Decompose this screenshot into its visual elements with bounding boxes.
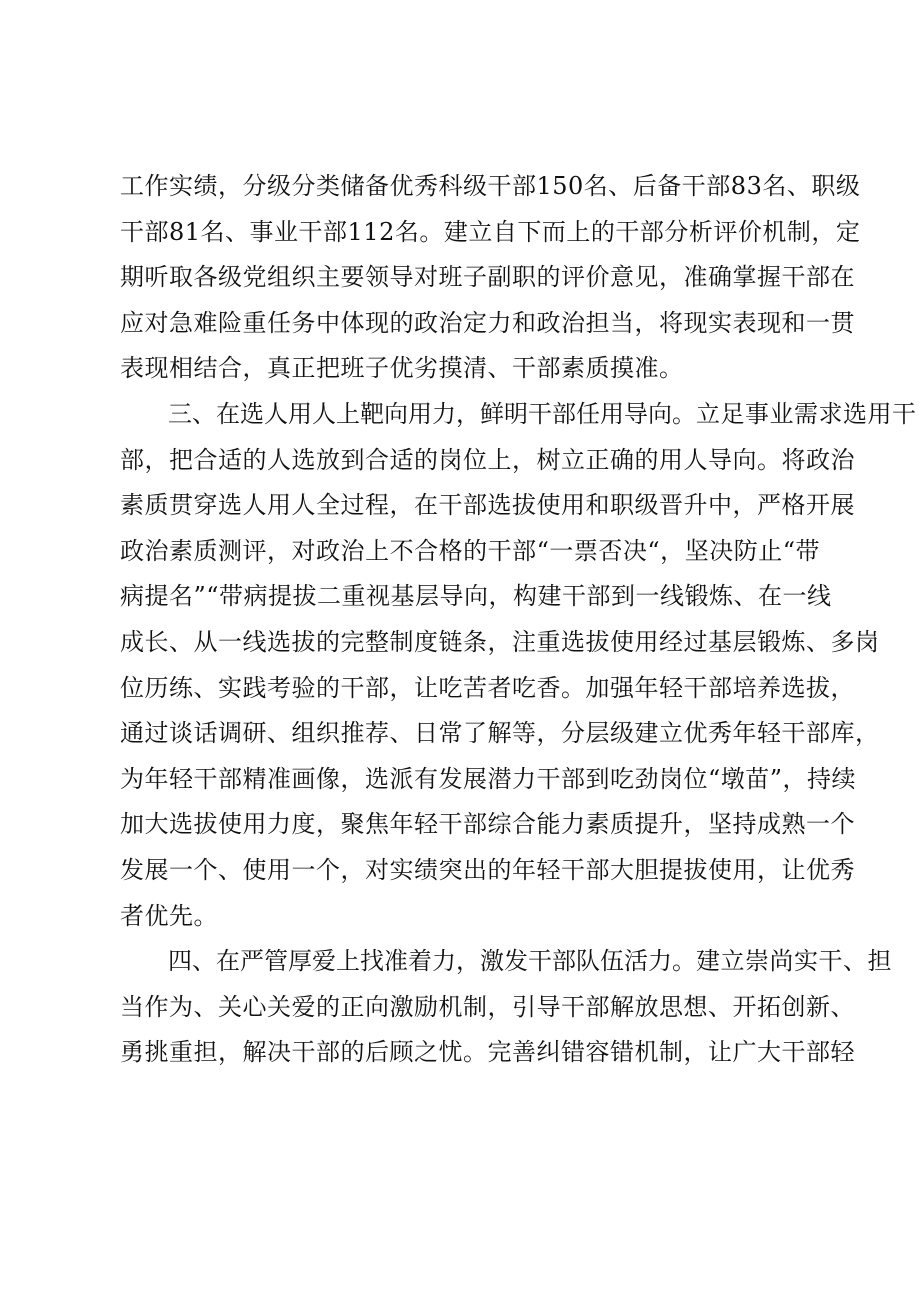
section-heading-four: 四、在严管厚爱上找准着力，激发干部队伍活力。 — [168, 947, 696, 976]
text-line: 干部81名、事业干部112名。建立自下而上的干部分析评价机制，定 — [120, 217, 861, 246]
paragraph-section-three — [120, 392, 917, 939]
section-heading-three: 三、在选人用人上靶向用力，鲜明干部任用导向。 — [168, 399, 696, 428]
text-line: 应对急难险重任务中体现的政治定力和政治担当，将现实表现和一贯 — [120, 308, 855, 337]
text-line: 位历练、实践考验的干部，让吃苦者吃香。加强年轻干部培养选拔， — [120, 673, 855, 702]
document-body — [120, 164, 917, 1076]
paragraph-cadre-reserve — [120, 164, 861, 392]
text-line: 部，把合适的人选放到合适的岗位上，树立正确的用人导向。将政治 — [120, 445, 855, 474]
text-line: 为年轻干部精准画像，选派有发展潜力干部到吃劲岗位“墩苗”，持续 — [120, 764, 857, 793]
text-line — [120, 392, 917, 438]
text-line: 勇挑重担，解决干部的后顾之忧。完善纠错容错机制，让广大干部轻 — [120, 1038, 855, 1067]
text-run: 建立崇尚实干、担 — [696, 947, 892, 976]
text-run: 立足事业需求选用干 — [696, 399, 917, 428]
paragraph-section-four — [120, 939, 892, 1076]
text-line: 病提名”“带病提拔二重视基层导向，构建干部到一线锻炼、在一线 — [120, 582, 832, 611]
text-line: 工作实绩，分级分类储备优秀科级干部150名、后备干部83名、职级 — [120, 172, 861, 200]
text-line: 者优先。 — [120, 901, 218, 930]
text-line: 发展一个、使用一个，对实绩突出的年轻干部大胆提拔使用，让优秀 — [120, 855, 855, 884]
text-line: 当作为、关心关爱的正向激励机制，引导干部解放思想、开拓创新、 — [120, 992, 855, 1021]
text-line: 成长、从一线选拔的完整制度链条，注重选拔使用经过基层锻炼、多岗 — [120, 627, 880, 656]
text-line — [120, 939, 892, 985]
text-line: 通过谈话调研、组织推荐、日常了解等，分层级建立优秀年轻干部库， — [120, 719, 880, 748]
text-line: 表现相结合，真正把班子优劣摸清、干部素质摸准。 — [120, 354, 684, 383]
text-line: 期听取各级党组织主要领导对班子副职的评价意见，准确掌握干部在 — [120, 263, 855, 292]
text-line: 素质贯穿选人用人全过程，在干部选拔使用和职级晋升中，严格开展 — [120, 491, 855, 520]
text-line: 政治素质测评，对政治上不合格的干部“一票否决“，坚决防止“带 — [120, 536, 820, 565]
text-line: 加大选拔使用力度，聚焦年轻干部综合能力素质提升，坚持成熟一个 — [120, 810, 855, 839]
